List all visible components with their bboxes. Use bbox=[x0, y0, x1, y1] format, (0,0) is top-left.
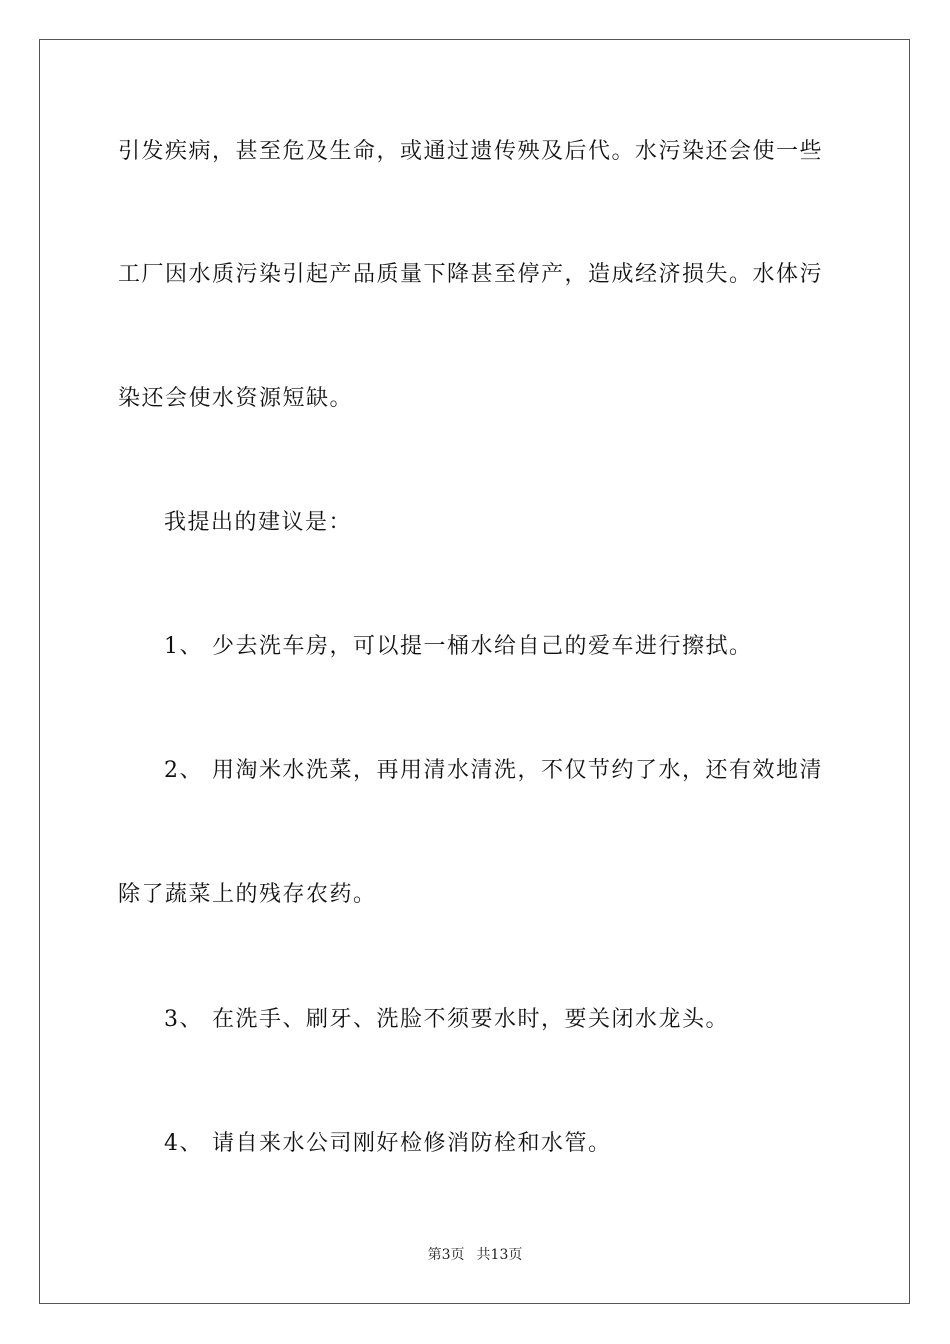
list-item-4 bbox=[164, 1129, 612, 1159]
list-item-text: 用淘米水洗菜，再用清水清洗，不仅节约了水，还有效地清 bbox=[212, 758, 824, 783]
list-item-2 bbox=[164, 756, 823, 786]
list-item-text: 请自来水公司刚好检修消防栓和水管。 bbox=[212, 1131, 612, 1156]
list-item-number: 2、 bbox=[164, 758, 203, 783]
page-footer bbox=[0, 1245, 950, 1265]
paragraph-line-3: 染还会使水资源短缺。 bbox=[118, 386, 354, 411]
list-item-number: 4、 bbox=[164, 1131, 203, 1156]
list-item-number: 1、 bbox=[164, 634, 203, 659]
page-number: 第3页 bbox=[427, 1247, 465, 1263]
list-item-1 bbox=[164, 632, 753, 662]
paragraph-line-1: 引发疾病，甚至危及生命，或通过遗传殃及后代。水污染还会使一些 bbox=[118, 139, 824, 164]
paragraph-line-2: 工厂因水质污染引起产品质量下降甚至停产，造成经济损失。水体污 bbox=[118, 262, 824, 287]
list-item-2-continuation: 除了蔬菜上的残存农药。 bbox=[118, 882, 377, 907]
list-item-text: 在洗手、刷牙、洗脸不须要水时，要关闭水龙头。 bbox=[212, 1007, 730, 1032]
page-frame bbox=[39, 39, 910, 1304]
list-item-number: 3、 bbox=[164, 1007, 203, 1032]
proposal-intro: 我提出的建议是： bbox=[164, 510, 353, 535]
total-pages: 共13页 bbox=[476, 1247, 523, 1263]
list-item-3 bbox=[164, 1005, 729, 1035]
list-item-text: 少去洗车房，可以提一桶水给自己的爱车进行擦拭。 bbox=[212, 634, 753, 659]
